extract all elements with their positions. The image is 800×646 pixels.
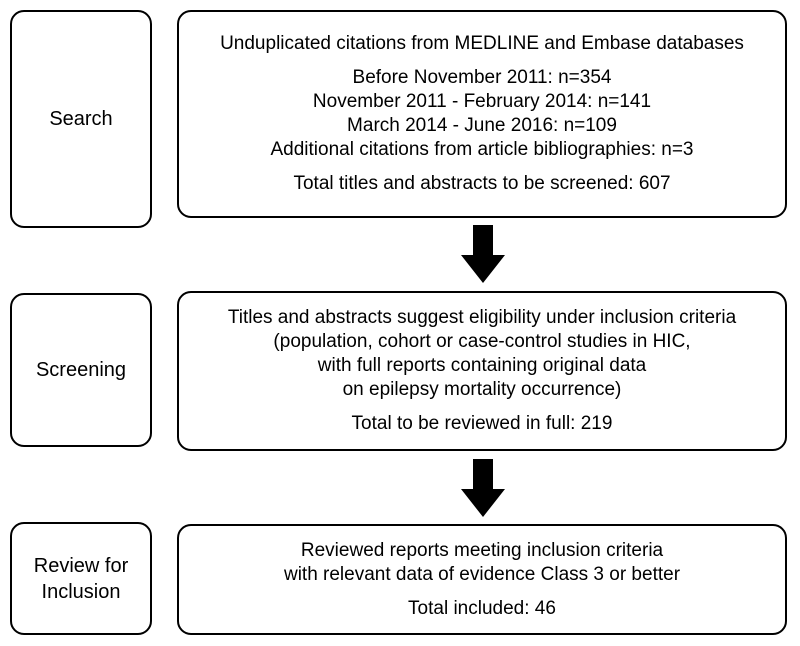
- search-item-bibliographies: Additional citations from article bibliographies: n=3: [270, 139, 694, 160]
- stage-box-search: [10, 10, 152, 228]
- screening-content-box: [177, 291, 787, 451]
- review-line-1: Reviewed reports meeting inclusion criteria: [300, 539, 664, 561]
- stage-label-search: Search: [49, 108, 113, 130]
- screening-line-4: on epilepsy mortality occurrence): [342, 379, 622, 400]
- stage-label-screening: Screening: [35, 359, 127, 381]
- screening-total: Total to be reviewed in full: 219: [351, 413, 613, 434]
- search-total: Total titles and abstracts to be screened: 607: [293, 173, 671, 194]
- down-arrow-icon: [461, 225, 505, 283]
- search-content-box: [177, 10, 787, 218]
- stage-box-review: [10, 522, 152, 635]
- search-title: Unduplicated citations from MEDLINE and Embase databases: [220, 33, 744, 54]
- screening-line-3: with full reports containing original data: [317, 355, 647, 376]
- search-item-before-2011: Before November 2011: n=354: [352, 67, 612, 88]
- review-line-2: with relevant data of evidence Class 3 or better: [283, 563, 681, 585]
- screening-line-2: (population, cohort or case-control studies in HIC,: [273, 331, 691, 352]
- stage-box-screening: [10, 293, 152, 447]
- search-item-2014-2016: March 2014 - June 2016: n=109: [347, 115, 617, 136]
- review-content-box: [177, 524, 787, 635]
- screening-line-1: Titles and abstracts suggest eligibility under inclusion criteria: [227, 307, 737, 328]
- review-total: Total included: 46: [408, 597, 556, 619]
- search-item-2011-2014: November 2011 - February 2014: n=141: [312, 91, 652, 112]
- down-arrow-icon: [461, 459, 505, 517]
- stage-label-review-line1: Review for: [33, 554, 129, 577]
- stage-label-review-line2: Inclusion: [41, 580, 121, 603]
